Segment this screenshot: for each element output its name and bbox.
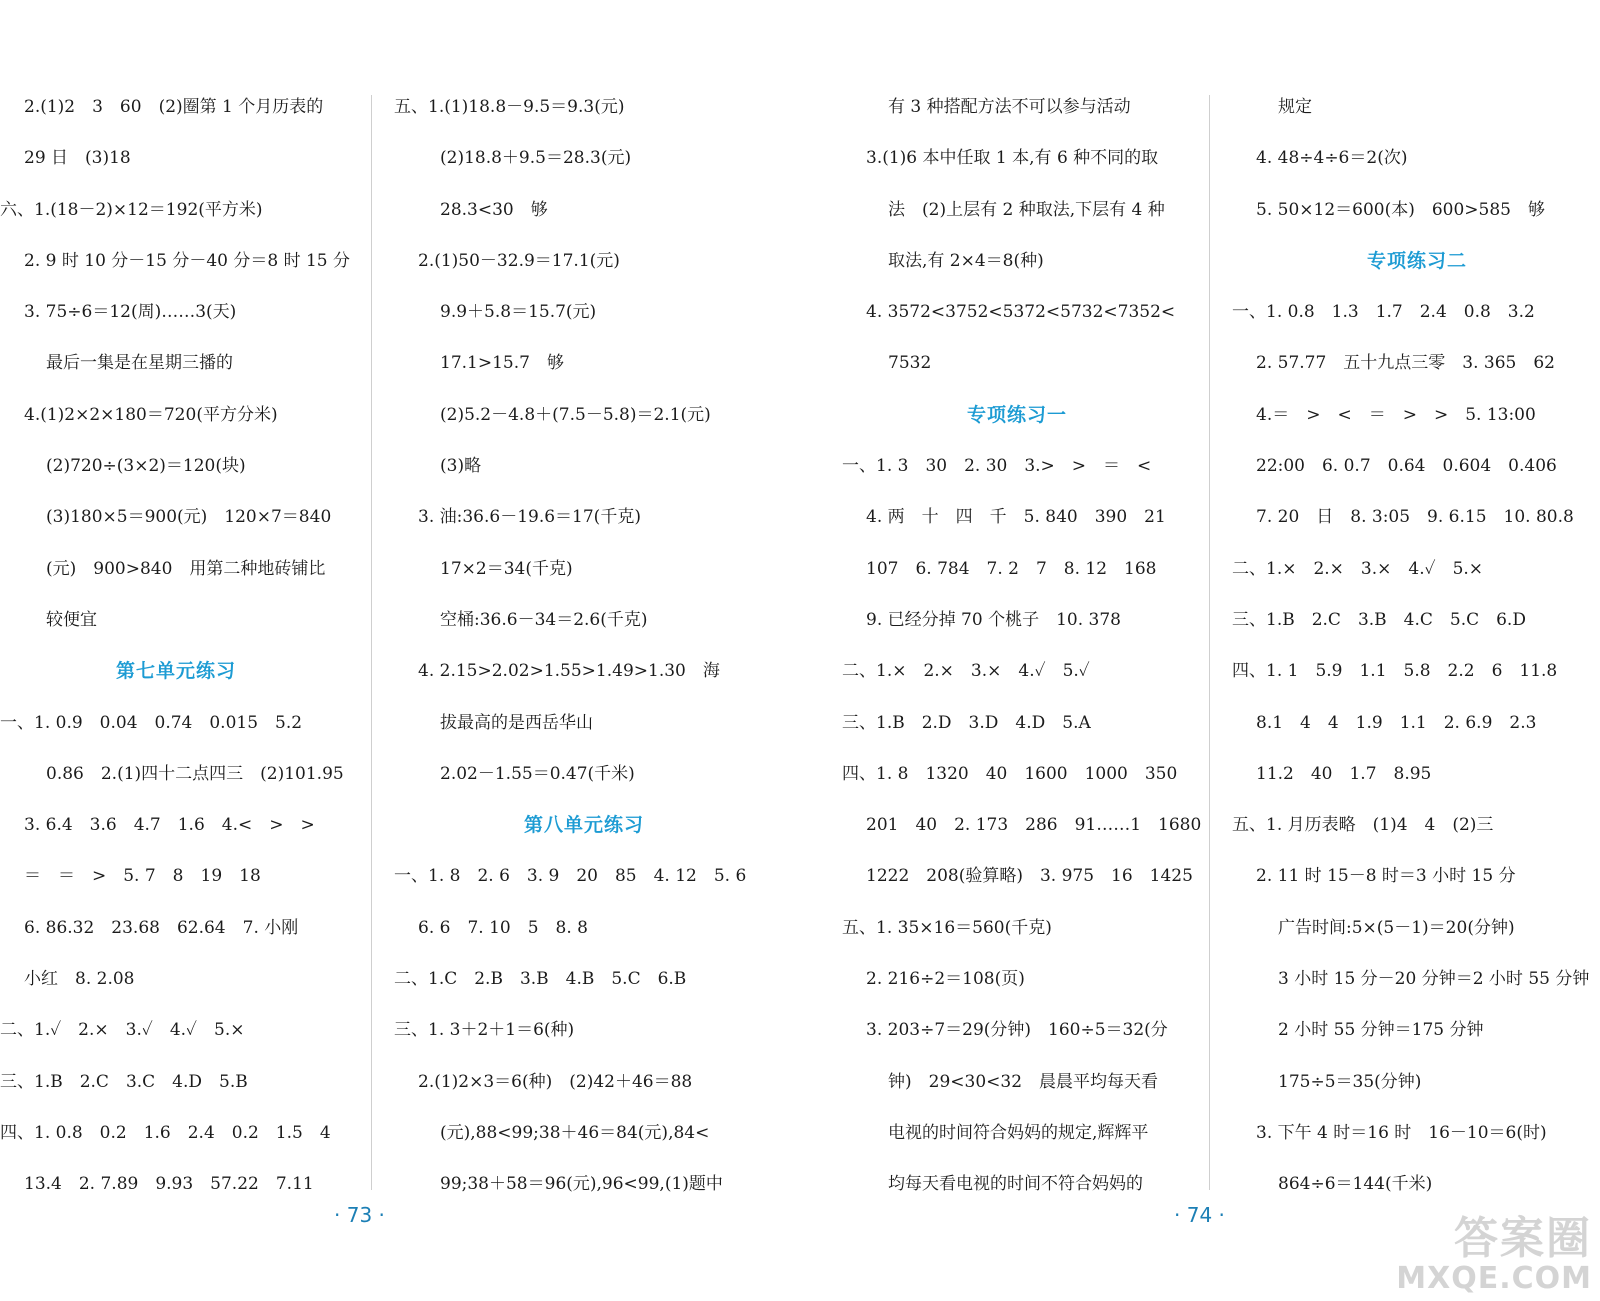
answer-line: 三、1.B 2.D 3.D 4.D 5.A <box>842 712 1091 733</box>
answer-line: 四、1. 8 1320 40 1600 1000 350 <box>842 763 1178 784</box>
answer-line: 29 日 (3)18 <box>24 148 131 169</box>
answer-line: 二、1.C 2.B 3.B 4.B 5.C 6.B <box>394 969 687 990</box>
answer-line: 3. 油:36.6－19.6＝17(千克) <box>418 507 641 528</box>
answer-line: (元),88<99;38＋46＝84(元),84< <box>440 1122 710 1143</box>
answer-line: 空桶:36.6－34＝2.6(千克) <box>440 609 648 630</box>
answer-line: (3)180×5＝900(元) 120×7＝840 <box>46 507 332 528</box>
answer-line: 9.9＋5.8＝15.7(元) <box>440 302 597 323</box>
answer-line: 3 小时 15 分－20 分钟＝2 小时 55 分钟 <box>1278 969 1590 990</box>
answer-line: 2. 57.77 五十九点三零 3. 365 62 <box>1256 353 1555 374</box>
answer-line: 五、1. 月历表略 (1)4 4 (2)三 <box>1232 815 1494 836</box>
answer-line: 6. 86.32 23.68 62.64 7. 小刚 <box>24 917 299 938</box>
answer-line: (2)720÷(3×2)＝120(块) <box>46 456 246 477</box>
answer-line: 二、1.× 2.× 3.× 4.✓ 5.× <box>1232 558 1484 579</box>
right-page-col2 <box>1232 82 1600 1211</box>
answer-line: 4. 2.15>2.02>1.55>1.49>1.30 海 <box>418 661 720 682</box>
answer-line: 17.1>15.7 够 <box>440 353 564 374</box>
answer-line: 规定 <box>1278 97 1312 117</box>
column-divider <box>371 95 372 1190</box>
answer-line: 二、1.✓ 2.× 3.✓ 4.✓ 5.× <box>0 1020 245 1041</box>
answer-line: 2 小时 55 分钟＝175 分钟 <box>1278 1020 1484 1041</box>
answer-line: 11.2 40 1.7 8.95 <box>1256 763 1432 784</box>
answer-line: 8.1 4 4 1.9 1.1 2. 6.9 2.3 <box>1256 712 1537 733</box>
answer-line: 小红 8. 2.08 <box>24 969 135 990</box>
answer-line: 5. 50×12＝600(本) 600>585 够 <box>1256 199 1545 220</box>
answer-line: 一、1. 0.9 0.04 0.74 0.015 5.2 <box>0 712 303 733</box>
section-heading: 第八单元练习 <box>523 814 644 837</box>
left-page-col1 <box>0 82 352 1211</box>
answer-line: ＝ ＝ > 5. 7 8 19 18 <box>24 866 261 887</box>
section-heading: 专项练习一 <box>966 403 1067 426</box>
answer-line: (2)5.2－4.8＋(7.5－5.8)＝2.1(元) <box>440 404 711 425</box>
answer-line: 3.(1)6 本中任取 1 本,有 6 种不同的取 <box>866 148 1159 169</box>
answer-line: 3. 75÷6＝12(周)……3(天) <box>24 302 237 323</box>
left-page <box>0 0 790 1301</box>
answer-line: 均每天看电视的时间不符合妈妈的 <box>888 1174 1143 1195</box>
answer-line: 3. 203÷7＝29(分钟) 160÷5＝32(分 <box>866 1020 1168 1041</box>
answer-line: 拔最高的是西岳华山 <box>440 712 593 733</box>
answer-line: 201 40 2. 173 286 91……1 1680 <box>866 815 1202 836</box>
page-number-74: · 74 · <box>1174 1203 1225 1227</box>
answer-line: 3. 6.4 3.6 4.7 1.6 4.< > > <box>24 815 315 836</box>
answer-line: 四、1. 0.8 0.2 1.6 2.4 0.2 1.5 4 <box>0 1122 331 1143</box>
answer-line: 法 (2)上层有 2 种取法,下层有 4 种 <box>888 199 1165 220</box>
answer-line: 三、1.B 2.C 3.B 4.C 5.C 6.D <box>1232 609 1526 630</box>
answer-line: 2. 216÷2＝108(页) <box>866 969 1025 990</box>
section-heading: 专项练习二 <box>1366 249 1467 272</box>
answer-line: 电视的时间符合妈妈的规定,辉辉平 <box>888 1122 1149 1143</box>
answer-line: 1222 208(验算略) 3. 975 16 1425 <box>866 866 1193 887</box>
answer-line: 2. 11 时 15－8 时＝3 小时 15 分 <box>1256 866 1516 887</box>
answer-line: 五、1. 35×16＝560(千克) <box>842 917 1052 938</box>
answer-line: 7. 20 日 8. 3:05 9. 6.15 10. 80.8 <box>1256 507 1574 528</box>
answer-line: 最后一集是在星期三播的 <box>46 353 233 374</box>
column-divider <box>1209 95 1210 1190</box>
answer-line: 4. 两 十 四 千 5. 840 390 21 <box>866 507 1166 528</box>
answer-line: 2. 9 时 10 分－15 分－40 分＝8 时 15 分 <box>24 250 351 271</box>
answer-line: 三、1. 3＋2＋1＝6(种) <box>394 1020 575 1041</box>
answer-line: 五、1.(1)18.8－9.5＝9.3(元) <box>394 97 625 117</box>
answer-line: 较便宜 <box>46 609 97 630</box>
answer-line: 4. 48÷4÷6＝2(次) <box>1256 148 1408 169</box>
page-number-73: · 73 · <box>334 1203 385 1227</box>
answer-line: 二、1.× 2.× 3.× 4.✓ 5.✓ <box>842 661 1090 682</box>
answer-line: 28.3<30 够 <box>440 199 548 220</box>
answer-line: 3. 下午 4 时＝16 时 16－10＝6(时) <box>1256 1122 1547 1143</box>
answer-line: 六、1.(18－2)×12＝192(平方米) <box>0 199 263 220</box>
answer-line: 三、1.B 2.C 3.C 4.D 5.B <box>0 1071 248 1092</box>
answer-line: 107 6. 784 7. 2 7 8. 12 168 <box>866 558 1157 579</box>
answer-line: 6. 6 7. 10 5 8. 8 <box>418 917 588 938</box>
answer-line: 0.86 2.(1)四十二点四三 (2)101.95 <box>46 763 344 784</box>
answer-line: 99;38＋58＝96(元),96<99,(1)题中 <box>440 1174 723 1195</box>
answer-line: 四、1. 1 5.9 1.1 5.8 2.2 6 11.8 <box>1232 661 1558 682</box>
answer-line: (3)略 <box>440 456 482 477</box>
answer-line: 钟) 29<30<32 晨晨平均每天看 <box>888 1071 1159 1092</box>
watermark-title: 答案圈 <box>1454 1213 1592 1264</box>
answer-line: 4. 3572<3752<5372<5732<7352< <box>866 302 1176 323</box>
answer-line: 4.(1)2×2×180＝720(平方分米) <box>24 404 278 425</box>
answer-line: 4.＝ > < ＝ > > 5. 13:00 <box>1256 404 1536 425</box>
watermark-url: MXQE.COM <box>1396 1261 1592 1296</box>
right-page <box>838 0 1600 1301</box>
answer-line: 2.02－1.55＝0.47(千米) <box>440 763 635 784</box>
answer-line: 2.(1)50－32.9＝17.1(元) <box>418 250 620 271</box>
section-heading: 第七单元练习 <box>115 660 236 683</box>
answer-line: (元) 900>840 用第二种地砖铺比 <box>46 558 326 579</box>
answer-line: 22:00 6. 0.7 0.64 0.604 0.406 <box>1256 456 1557 477</box>
answer-line: (2)18.8＋9.5＝28.3(元) <box>440 148 632 169</box>
answer-line: 17×2＝34(千克) <box>440 558 573 579</box>
answer-line: 2.(1)2×3＝6(种) (2)42＋46＝88 <box>418 1071 693 1092</box>
answer-line: 7532 <box>888 353 932 374</box>
answer-line: 有 3 种搭配方法不可以参与活动 <box>888 97 1131 117</box>
answer-line: 一、1. 8 2. 6 3. 9 20 85 4. 12 5. 6 <box>394 866 747 887</box>
watermark-logo <box>1396 1215 1592 1295</box>
answer-line: 175÷5＝35(分钟) <box>1278 1071 1422 1092</box>
answer-line: 2.(1)2 3 60 (2)圈第 1 个月历表的 <box>24 97 324 117</box>
answer-line: 13.4 2. 7.89 9.93 57.22 7.11 <box>24 1174 314 1195</box>
answer-line: 一、1. 0.8 1.3 1.7 2.4 0.8 3.2 <box>1232 302 1535 323</box>
answer-line: 一、1. 3 30 2. 30 3.> > ＝ < <box>842 456 1152 477</box>
answer-line: 取法,有 2×4＝8(种) <box>888 250 1044 271</box>
left-page-col2 <box>394 82 774 1211</box>
right-page-col1 <box>842 82 1202 1211</box>
answer-line: 9. 已经分掉 70 个桃子 10. 378 <box>866 609 1121 630</box>
answer-line: 广告时间:5×(5－1)＝20(分钟) <box>1278 917 1515 938</box>
answer-line: 864÷6＝144(千米) <box>1278 1174 1433 1195</box>
